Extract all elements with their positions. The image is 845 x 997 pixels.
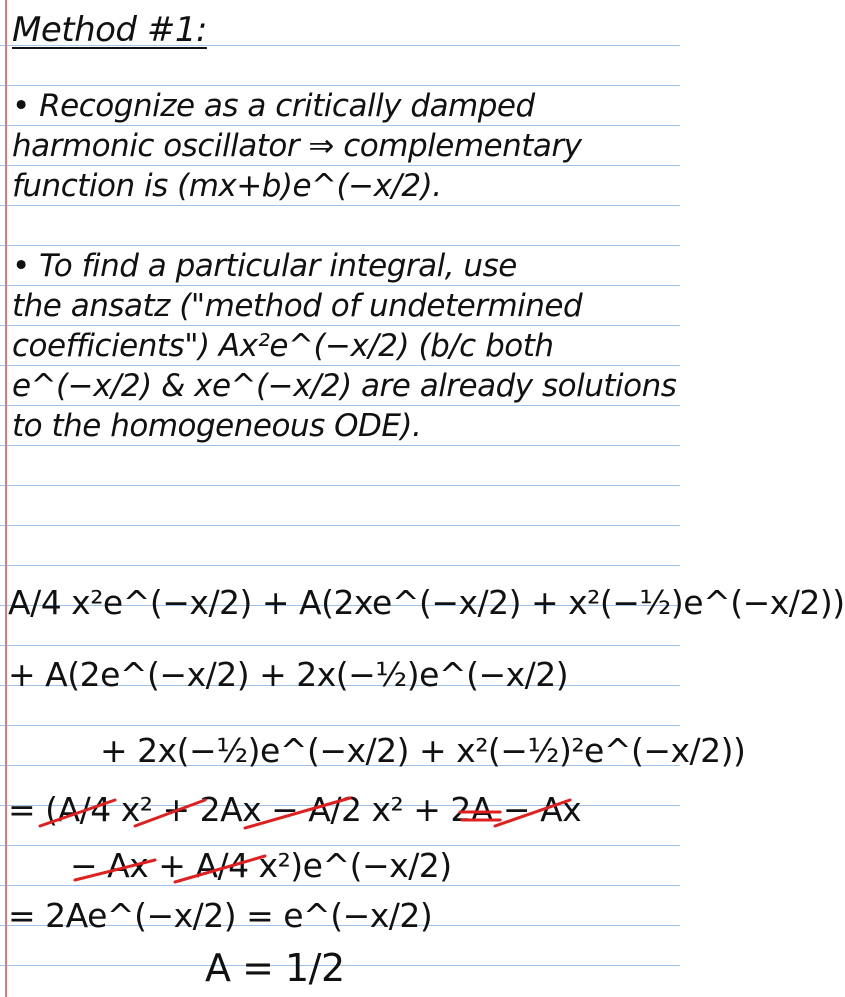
paragraph-line: harmonic oscillator ⇒ complementary <box>12 128 582 164</box>
final-result: A = 1/2 <box>205 946 345 990</box>
math-line-cancellation: − Ax + A/4 x²)e^(−x/2) <box>70 846 452 885</box>
math-line: A/4 x²e^(−x/2) + A(2xe^(−x/2) + x²(−½)e^(−x/2)) <box>8 583 845 622</box>
math-line: = 2Ae^(−x/2) = e^(−x/2) <box>8 896 433 935</box>
paragraph-line: to the homogeneous ODE). <box>12 408 422 444</box>
margin-line <box>5 0 7 997</box>
paragraph-line: the ansatz ("method of undetermined <box>12 288 583 324</box>
math-line: + 2x(−½)e^(−x/2) + x²(−½)²e^(−x/2)) <box>100 731 746 770</box>
paragraph-line: coefficients") Ax²e^(−x/2) (b/c both <box>12 328 554 364</box>
math-line-cancellation: = (A/4 x² + 2Ax − A/2 x² + 2A − Ax <box>8 790 582 829</box>
paragraph-line: • To find a particular integral, use <box>12 248 517 284</box>
page-title: Method #1: <box>12 10 207 50</box>
paragraph-particular-integral <box>12 246 677 446</box>
paragraph-line: e^(−x/2) & xe^(−x/2) are already solutions <box>12 368 677 404</box>
paragraph-line: • Recognize as a critically damped <box>12 88 535 124</box>
math-line: + A(2e^(−x/2) + 2x(−½)e^(−x/2) <box>8 655 569 694</box>
paragraph-line: function is (mx+b)e^(−x/2). <box>12 168 442 204</box>
paragraph-complementary-function <box>12 86 672 206</box>
